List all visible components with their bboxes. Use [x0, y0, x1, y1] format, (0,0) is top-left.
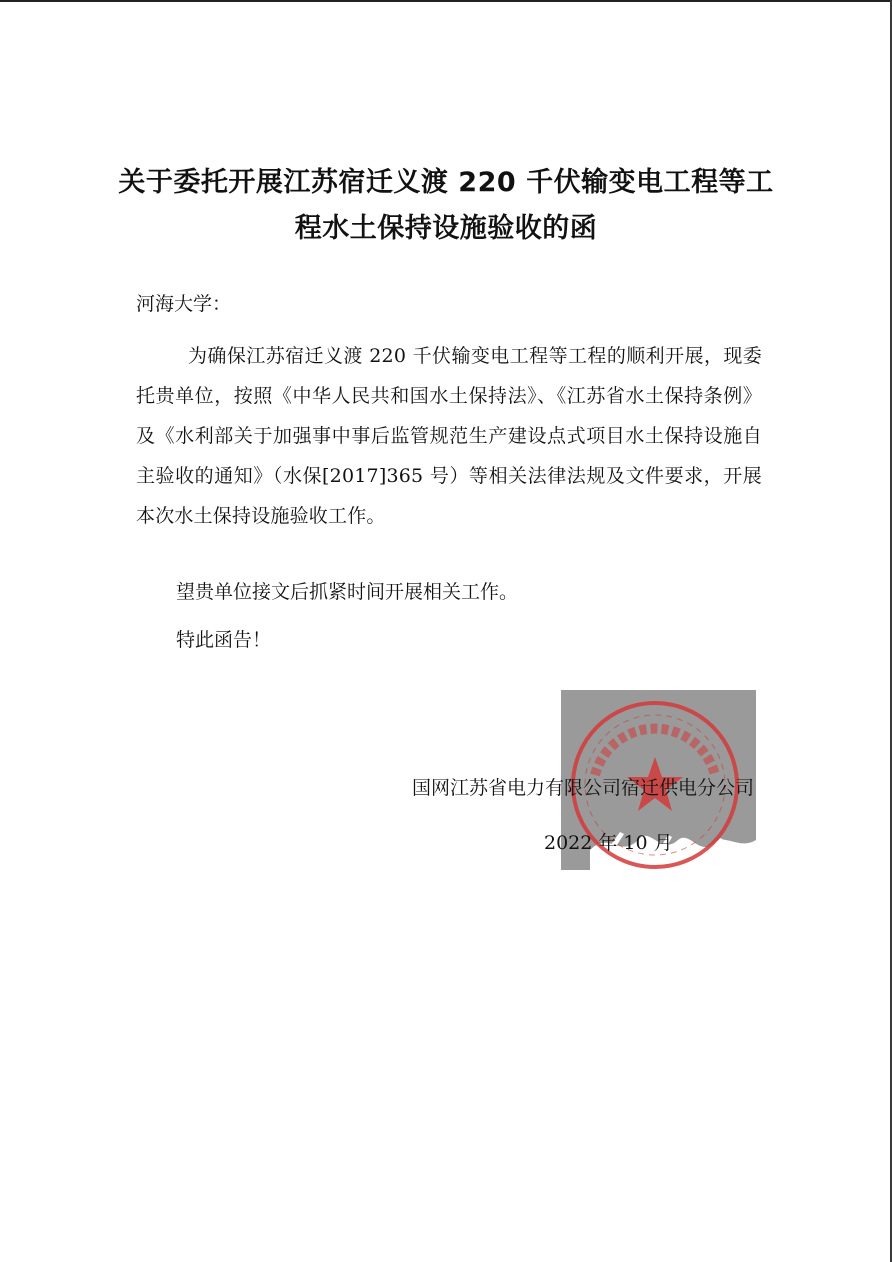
- title-line-2: 程水土保持设施验收的函: [294, 213, 598, 244]
- closing-request: 望贵单位接文后抓紧时间开展相关工作。: [176, 581, 519, 603]
- body-paragraph: 为确保江苏宿迁义渡 220 千伏输变电工程等工程的顺利开展，现委托贵单位，按照《中华人民共和国水土保持法》、《江苏省水土保持条例》及《水利部关于加强事中事后监管规范生产建设点式项目水土保持设施自主验收的通知》（水保[2017]365 号）等相关法律法规及文件要求，开展本次水土保持设施验收工作。: [136, 345, 762, 527]
- title-line-1: 关于委托开展江苏宿迁义渡 220 千伏输变电工程等工: [118, 167, 774, 198]
- page-edge-top: [0, 0, 892, 2]
- signing-organization: 国网江苏省电力有限公司宿迁供电分公司: [411, 777, 754, 799]
- closing-notice: 特此函告！: [176, 629, 272, 651]
- addressee: 河海大学：: [136, 293, 232, 315]
- issue-date: 2022 年 10 月: [544, 832, 673, 854]
- document-title: [100, 160, 792, 252]
